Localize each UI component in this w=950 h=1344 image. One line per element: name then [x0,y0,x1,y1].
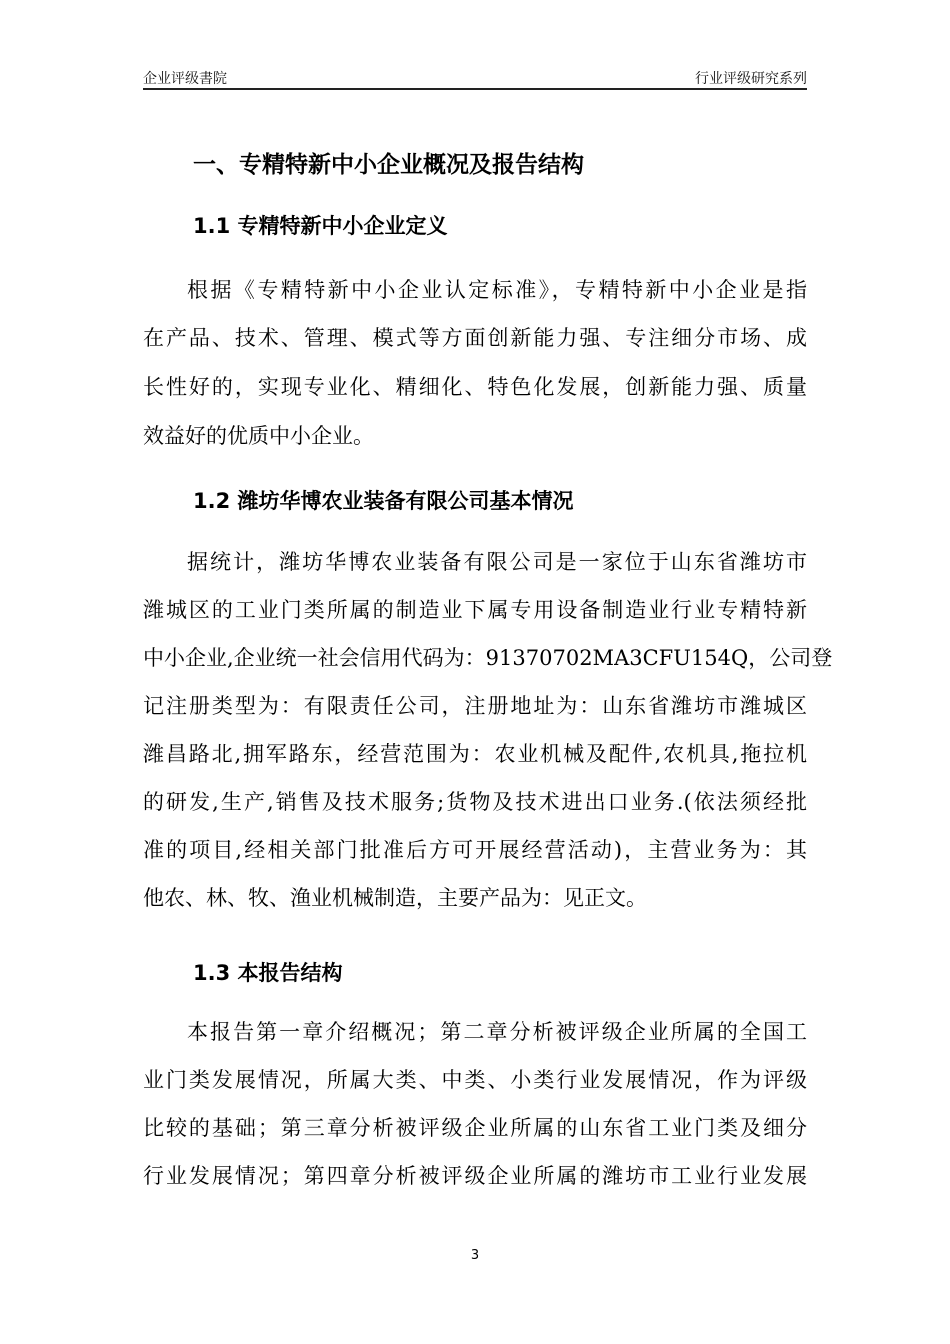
section-title: 一、专精特新中小企业概况及报告结构 [193,152,584,178]
text-line: 的研发,生产,销售及技术服务;货物及技术进出口业务.(依法须经批 [143,790,807,814]
text-line: 行业发展情况；第四章分析被评级企业所属的潍坊市工业行业发展 [143,1164,807,1188]
text-line: 长性好的，实现专业化、精细化、特色化发展，创新能力强、质量 [143,375,807,399]
text-line: 潍城区的工业门类所属的制造业下属专用设备制造业行业专精特新 [143,598,807,622]
text-line: 他农、林、牧、渔业机械制造，主要产品为：见正文。 [143,886,647,910]
header-rule [143,88,807,90]
heading-1-3: 1.3 本报告结构 [193,961,343,985]
header-left: 企业评级書院 [143,71,227,87]
heading-1-2: 1.2 潍坊华博农业装备有限公司基本情况 [193,489,574,513]
text-line: 准的项目,经相关部门批准后方可开展经营活动)，主营业务为：其 [143,838,807,862]
text-line: 潍昌路北,拥军路东，经营范围为：农业机械及配件,农机具,拖拉机 [143,742,807,766]
text-line: 在产品、技术、管理、模式等方面创新能力强、专注细分市场、成 [143,326,807,350]
text-line: 业门类发展情况，所属大类、中类、小类行业发展情况，作为评级 [143,1068,807,1092]
text-line: 效益好的优质中小企业。 [143,424,374,448]
text-line: 根据《专精特新中小企业认定标准》，专精特新中小企业是指 [187,278,807,302]
text-line: 据统计，潍坊华博农业装备有限公司是一家位于山东省潍坊市 [187,550,807,574]
text-line: 中小企业,企业统一社会信用代码为：91370702MA3CFU154Q，公司登 [143,646,833,670]
heading-1-1: 1.1 专精特新中小企业定义 [193,214,448,238]
text-line: 比较的基础；第三章分析被评级企业所属的山东省工业门类及细分 [143,1116,807,1140]
page-number: 3 [470,1248,480,1263]
text-line: 本报告第一章介绍概况；第二章分析被评级企业所属的全国工 [187,1020,807,1044]
header-right: 行业评级研究系列 [695,71,807,87]
text-line: 记注册类型为：有限责任公司，注册地址为：山东省潍坊市潍城区 [143,694,807,718]
